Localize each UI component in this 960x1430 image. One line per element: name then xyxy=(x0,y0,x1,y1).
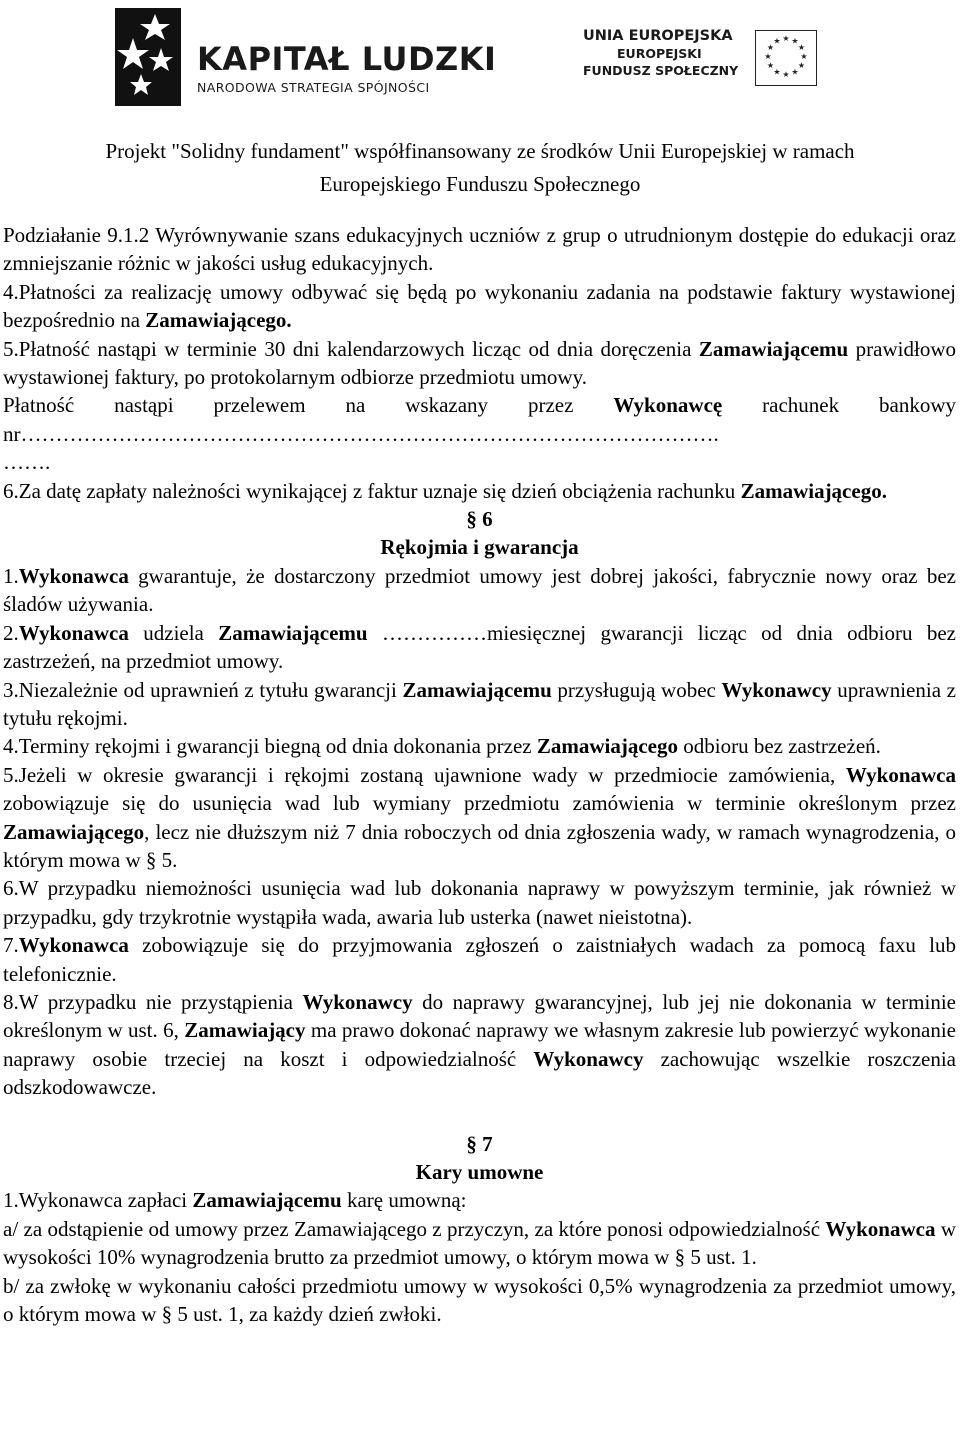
s7-item-a-party: Wykonawca xyxy=(825,1216,936,1241)
section-spacer xyxy=(3,1102,956,1130)
s7-item-1-text-b: karę umowną: xyxy=(341,1188,467,1213)
s6-item-7-text: zobowiązuje się do przyjmowania zgłoszeń o zaistniałych wadach za pomocą faxu lub telefonicznie. xyxy=(3,933,956,986)
s7-item-1-party: Zamawiającemu xyxy=(192,1188,342,1213)
s7-item-b: b/ za zwłokę w wykonaniu całości przedmiotu umowy w wysokości 0,5% wynagrodzenia za przedmiot umowy, o którym mowa w § 5 ust. 1, za każdy dzień zwłoki. xyxy=(3,1273,956,1327)
s6-item-1-party: Wykonawca xyxy=(18,563,129,588)
eu-flag-icon xyxy=(755,30,817,86)
document-body xyxy=(3,221,956,1328)
kapital-ludzki-subtitle: NARODOWA STRATEGIA SPÓJNOŚCI xyxy=(197,80,430,95)
eu-logo-line1: UNIA EUROPEJSKA xyxy=(583,28,733,44)
s6-item-5-text-b: zobowiązuje się do usunięcia wad lub wymiany przedmiotu zamówienia w terminie określonym przez xyxy=(3,791,956,816)
s6-item-1 xyxy=(3,562,956,619)
project-title xyxy=(0,135,960,201)
eu-logo-line2: EUROPEJSKI xyxy=(617,46,702,61)
s7-item-a-text-b: w wysokości 10% wynagrodzenia brutto za przedmiot umowy, o którym mowa w § 5 ust. 1. xyxy=(3,1216,956,1270)
bank-transfer-text-a: Płatność nastąpi przelewem na wskazany przez xyxy=(3,393,614,418)
s6-item-3 xyxy=(3,676,956,733)
eu-logo xyxy=(583,28,843,88)
s6-item-7-num: 7. xyxy=(3,933,19,958)
eu-logo-line3: FUNDUSZ SPOŁECZNY xyxy=(583,63,739,78)
s6-item-5-text-a: 5.Jeżeli w okresie gwarancji i rękojmi zostaną ujawnione wady w przedmiocie zamówienia, xyxy=(3,762,846,787)
s6-item-8-party-b: Zamawiający xyxy=(184,1018,306,1043)
clause-5-bank-transfer xyxy=(3,391,956,448)
s6-item-3-text-b: przysługują wobec xyxy=(551,677,722,702)
section-7-title: Kary umowne xyxy=(415,1160,544,1184)
s6-item-6: 6.W przypadku niemożności usunięcia wad lub dokonania naprawy w powyższym terminie, jak również w przypadku, gdy trzykrotnie wystąpiła wada, awaria lub usterka (nawet nieistotna). xyxy=(3,876,956,929)
s6-item-5-party-a: Wykonawca xyxy=(845,762,956,787)
bank-account-placeholder: rachunek bankowy nr………………………………………………………………………………………. xyxy=(3,393,956,446)
svg-text:★: ★ xyxy=(773,67,781,77)
eu-logo-text xyxy=(583,28,738,79)
s6-item-3-text-a: 3.Niezależnie od uprawnień z tytułu gwarancji xyxy=(3,677,403,702)
clause-6-party: Zamawiającego. xyxy=(740,478,887,503)
s6-item-4-text-a: 4.Terminy rękojmi i gwarancji biegną od dnia dokonania przez xyxy=(3,734,537,759)
bank-account-placeholder-continued: ……. xyxy=(3,450,51,475)
kapital-ludzki-title: KAPITAŁ LUDZKI xyxy=(197,40,497,78)
document-header xyxy=(0,0,960,130)
s7-item-1 xyxy=(3,1186,956,1214)
s6-item-2-party-a: Wykonawca xyxy=(18,620,129,645)
clause-4-text: 4.Płatności za realizację umowy odbywać się będą po wykonaniu zadania na podstawie faktury wystawionej bezpośrednio na xyxy=(3,279,956,333)
s7-item-1-text-a: 1.Wykonawca zapłaci xyxy=(3,1188,193,1213)
s6-item-5 xyxy=(3,761,956,875)
clause-6-payment-date xyxy=(3,477,956,505)
s6-item-3-party-b: Wykonawcy xyxy=(721,677,832,702)
s6-item-8-party-a: Wykonawcy xyxy=(302,989,413,1014)
s6-item-7 xyxy=(3,931,956,988)
svg-text:★: ★ xyxy=(766,43,775,52)
s6-item-4-text-b: odbioru bez zastrzeżeń. xyxy=(678,734,881,759)
clause-5-payment-term xyxy=(3,335,956,392)
s6-item-4 xyxy=(3,732,956,760)
s6-item-8-text-a: 8.W przypadku nie przystąpienia xyxy=(3,989,303,1014)
s6-item-8-text-c: ma prawo dokonać naprawy we własnym zakresie lub powierzyć wykonanie naprawy osobie trzeciej na koszt i odpowiedzialność xyxy=(3,1018,957,1071)
svg-text:★: ★ xyxy=(791,36,799,46)
kapital-ludzki-stars-icon xyxy=(115,8,181,106)
s6-item-5-party-b: Zamawiającego xyxy=(3,819,145,844)
svg-text:★: ★ xyxy=(800,52,808,61)
svg-text:★: ★ xyxy=(766,61,775,70)
s6-item-3-text-c: uprawnienia z tytułu rękojmi. xyxy=(3,677,956,730)
clause-5-text-b: prawidłowo wystawionej faktury, po protokolarnym odbiorze przedmiotu umowy. xyxy=(3,336,956,390)
clause-4-party: Zamawiającego. xyxy=(145,308,292,333)
svg-text:★: ★ xyxy=(797,43,806,52)
clause-6-text: 6.Za datę zapłaty należności wynikającej z faktur uznaje się dzień obciążenia rachunku xyxy=(3,478,741,503)
clause-5-text-a: 5.Płatność nastąpi w terminie 30 dni kalendarzowych licząc od dnia doręczenia xyxy=(3,336,699,361)
s6-item-2 xyxy=(3,619,956,676)
svg-text:★: ★ xyxy=(791,67,799,77)
s6-item-7-party: Wykonawca xyxy=(18,933,129,958)
svg-text:★: ★ xyxy=(782,70,790,79)
s6-item-8 xyxy=(3,988,956,1102)
svg-text:★: ★ xyxy=(782,34,790,43)
section-6-number: § 6 xyxy=(466,507,493,532)
s6-item-3-party-a: Zamawiającemu xyxy=(402,677,552,702)
clause-5-party: Zamawiającemu xyxy=(698,336,849,361)
s6-item-5-text-c: , lecz nie dłuższym niż 7 dnia roboczych od dnia zgłoszenia wady, w ramach wynagrodzenia, o którym mowa w § 5. xyxy=(3,819,956,872)
project-title-line1: Projekt "Solidny fundament" współfinansowany ze środków Unii Europejskiej w ramach xyxy=(105,139,855,163)
s6-item-2-text-b: ……………miesięcznej gwarancji licząc od dnia odbioru bez zastrzeżeń, na przedmiot umowy. xyxy=(3,620,956,674)
s6-item-8-text-b: do naprawy gwarancyjnej, lub jej nie dokonania w terminie określonym w ust. 6, xyxy=(3,989,957,1043)
s6-item-1-text: gwarantuje, że dostarczony przedmiot umowy jest dobrej jakości, fabrycznie nowy oraz bez śladów używania. xyxy=(3,563,956,617)
svg-text:★: ★ xyxy=(797,61,806,70)
project-title-line2: Europejskiego Funduszu Społecznego xyxy=(319,172,641,196)
s6-item-8-text-d: zachowując wszelkie roszczenia odszkodowawcze. xyxy=(3,1046,956,1100)
s6-item-8-party-c: Wykonawcy xyxy=(533,1046,644,1071)
section-6-title: Rękojmia i gwarancja xyxy=(380,535,579,560)
s6-item-1-num: 1. xyxy=(3,563,19,588)
s6-item-2-num: 2. xyxy=(3,620,19,645)
bank-transfer-party: Wykonawcę xyxy=(613,393,723,418)
clause-4-payments xyxy=(3,278,956,335)
s6-item-2-text-a: udziela xyxy=(128,620,219,645)
s7-item-a xyxy=(3,1215,956,1272)
s6-item-4-party: Zamawiającego xyxy=(536,734,678,759)
svg-text:★: ★ xyxy=(773,36,781,46)
section-7-number: § 7 xyxy=(466,1131,493,1156)
svg-text:★: ★ xyxy=(764,52,772,61)
s6-item-2-party-b: Zamawiającemu xyxy=(218,620,368,645)
kapital-ludzki-logo xyxy=(115,8,495,108)
subaction-paragraph: Podziałanie 9.1.2 Wyrównywanie szans edukacyjnych uczniów z grup o utrudnionym dostępie do edukacji oraz zmniejszanie różnic w jakości usług edukacyjnych. xyxy=(3,223,956,276)
s7-item-a-text-a: a/ za odstąpienie od umowy przez Zamawiającego z przyczyn, za które ponosi odpowiedzialność xyxy=(3,1216,826,1241)
